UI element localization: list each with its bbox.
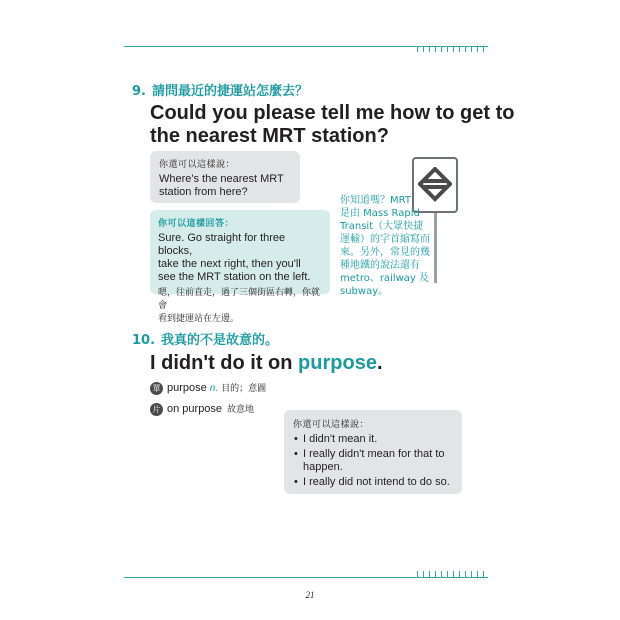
q9-english-line1: Could you please tell me how to get to	[150, 102, 515, 124]
q10-chinese: 我真的不是故意的。	[161, 333, 279, 348]
tick-mark	[423, 46, 424, 52]
page-number: 21	[305, 590, 315, 600]
did-you-know-line: metro、railway 及	[340, 273, 430, 284]
tick-mark	[477, 46, 478, 52]
q9-number: 9.	[132, 84, 146, 99]
tick-mark	[453, 46, 454, 52]
tick-mark	[429, 46, 430, 52]
tick-mark	[441, 46, 442, 52]
phrase-badge-icon: 片	[150, 403, 163, 416]
tick-mark	[465, 46, 466, 52]
did-you-know-line: 來。另外，常見的幾	[340, 247, 430, 258]
did-you-know-line: 是由 Mass Rapid	[340, 208, 420, 219]
vocab-on-purpose-word: on purpose	[167, 403, 223, 415]
q9-english-line2: the nearest MRT station?	[150, 125, 389, 147]
did-you-know-line: 你知道嗎？MRT	[340, 195, 411, 206]
q10-english-after: .	[376, 352, 383, 374]
list-item: • I didn't mean it.	[303, 433, 453, 446]
q9-alt-label: 你還可以這樣說：	[159, 160, 236, 170]
q10-heading	[132, 329, 278, 348]
q10-number: 10.	[132, 333, 156, 348]
tick-mark	[417, 46, 418, 52]
q9-reply-zh-line1: 嗯，往前直走，過了三個街區右轉，你就會	[158, 288, 321, 311]
tick-mark	[447, 46, 448, 52]
q9-heading	[132, 80, 308, 99]
vocab-on-purpose-meaning: 故意地	[227, 405, 255, 415]
did-you-know-note	[340, 194, 460, 298]
top-tick-marks	[124, 46, 488, 52]
q10-english	[150, 351, 383, 375]
q9-reply-line1: Sure. Go straight for three blocks,	[158, 232, 286, 257]
vocab-purpose-pos: n.	[209, 383, 219, 394]
tick-mark	[435, 46, 436, 52]
vocab-on-purpose	[150, 402, 254, 416]
tick-mark	[483, 46, 484, 52]
q10-alt-label: 你還可以這樣說：	[293, 420, 370, 430]
q9-reply-label: 你可以這樣回答：	[158, 219, 235, 229]
q9-reply-line2: take the next right, then you'll	[158, 258, 301, 270]
q9-chinese: 請問最近的捷運站怎麼去？	[151, 84, 308, 99]
did-you-know-line: Transit（大眾快捷	[340, 221, 424, 232]
vocab-purpose-word: purpose	[167, 382, 207, 394]
q10-alt-bubble	[284, 410, 462, 494]
q9-reply-zh-line2: 看到捷運站在左邊。	[158, 314, 240, 324]
did-you-know-line: 運輸）的字首縮寫而	[340, 234, 430, 245]
q9-alt-bubble	[150, 151, 300, 203]
q10-english-before: I didn't do it on	[150, 352, 299, 374]
tick-mark	[471, 46, 472, 52]
did-you-know-line: 種地鐵的說法還有	[340, 260, 420, 271]
q9-alt-line2: station from here?	[159, 186, 248, 198]
q10-alt-list	[293, 433, 453, 489]
tick-mark	[459, 46, 460, 52]
bottom-rule	[124, 577, 488, 578]
list-item: • I really didn't mean for that to happen.	[303, 448, 453, 474]
q10-english-highlight: purpose	[298, 352, 377, 374]
did-you-know-line: subway。	[340, 286, 389, 297]
word-badge-icon: 單	[150, 382, 163, 395]
q9-reply-line3: see the MRT station on the left.	[158, 271, 311, 283]
q9-reply-bubble	[150, 210, 330, 324]
list-item: • I really did not intend to do so.	[303, 476, 453, 489]
vocab-purpose-meaning: 目的；意圖	[221, 384, 267, 394]
q9-alt-line1: Where's the nearest MRT	[159, 173, 284, 185]
vocab-purpose	[150, 381, 266, 395]
